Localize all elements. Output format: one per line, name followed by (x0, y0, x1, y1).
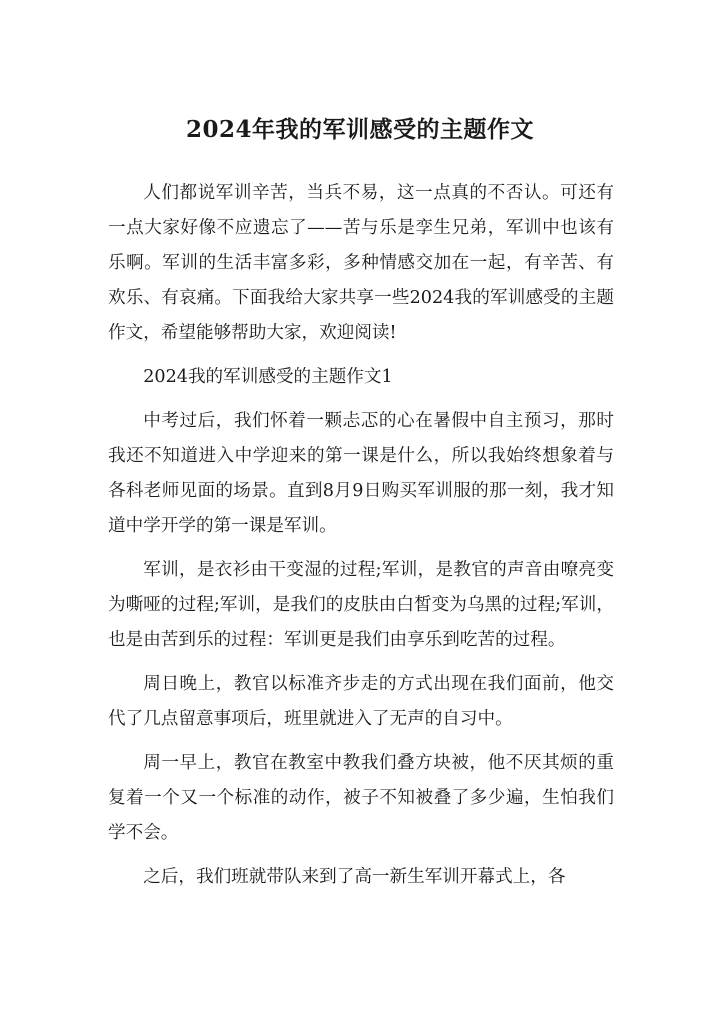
body-paragraph: 军训，是衣衫由干变湿的过程;军训，是教官的声音由嘹亮变为嘶哑的过程;军训，是我们的皮肤由白皙变为乌黑的过程;军训，也是由苦到乐的过程：军训更是我们由享乐到吃苦的过程。 (108, 560, 614, 650)
section-heading: 2024我的军训感受的主题作文1 (143, 367, 393, 387)
article-body (108, 176, 614, 904)
body-paragraph: 周一早上，教官在教室中教我们叠方块被，他不厌其烦的重复着一个又一个标准的动作，被子不知被叠了多少遍，生怕我们学不会。 (108, 753, 614, 843)
intro-paragraph: 人们都说军训辛苦，当兵不易，这一点真的不否认。可还有一点大家好像不应遗忘了——苦与乐是孪生兄弟，军训中也该有乐啊。军训的生活丰富多彩，多种情感交加在一起，有辛苦、有欢乐、有哀痛。下面我给大家共享一些2024我的军训感受的主题作文，希望能够帮助大家，欢迎阅读! (108, 183, 614, 343)
body-paragraph: 之后，我们班就带队来到了高一新生军训开幕式上，各 (143, 867, 566, 887)
page-title: 2024年我的军训感受的主题作文 (185, 116, 534, 143)
body-paragraph: 中考过后，我们怀着一颗忐忑的心在暑假中自主预习，那时我还不知道进入中学迎来的第一课是什么，所以我始终想象着与各科老师见面的场景。直到8月9日购买军训服的那一刻，我才知道中学开学的第一课是军训。 (108, 411, 614, 536)
body-paragraph: 周日晚上，教官以标准齐步走的方式出现在我们面前，他交代了几点留意事项后，班里就进入了无声的自习中。 (108, 674, 614, 729)
